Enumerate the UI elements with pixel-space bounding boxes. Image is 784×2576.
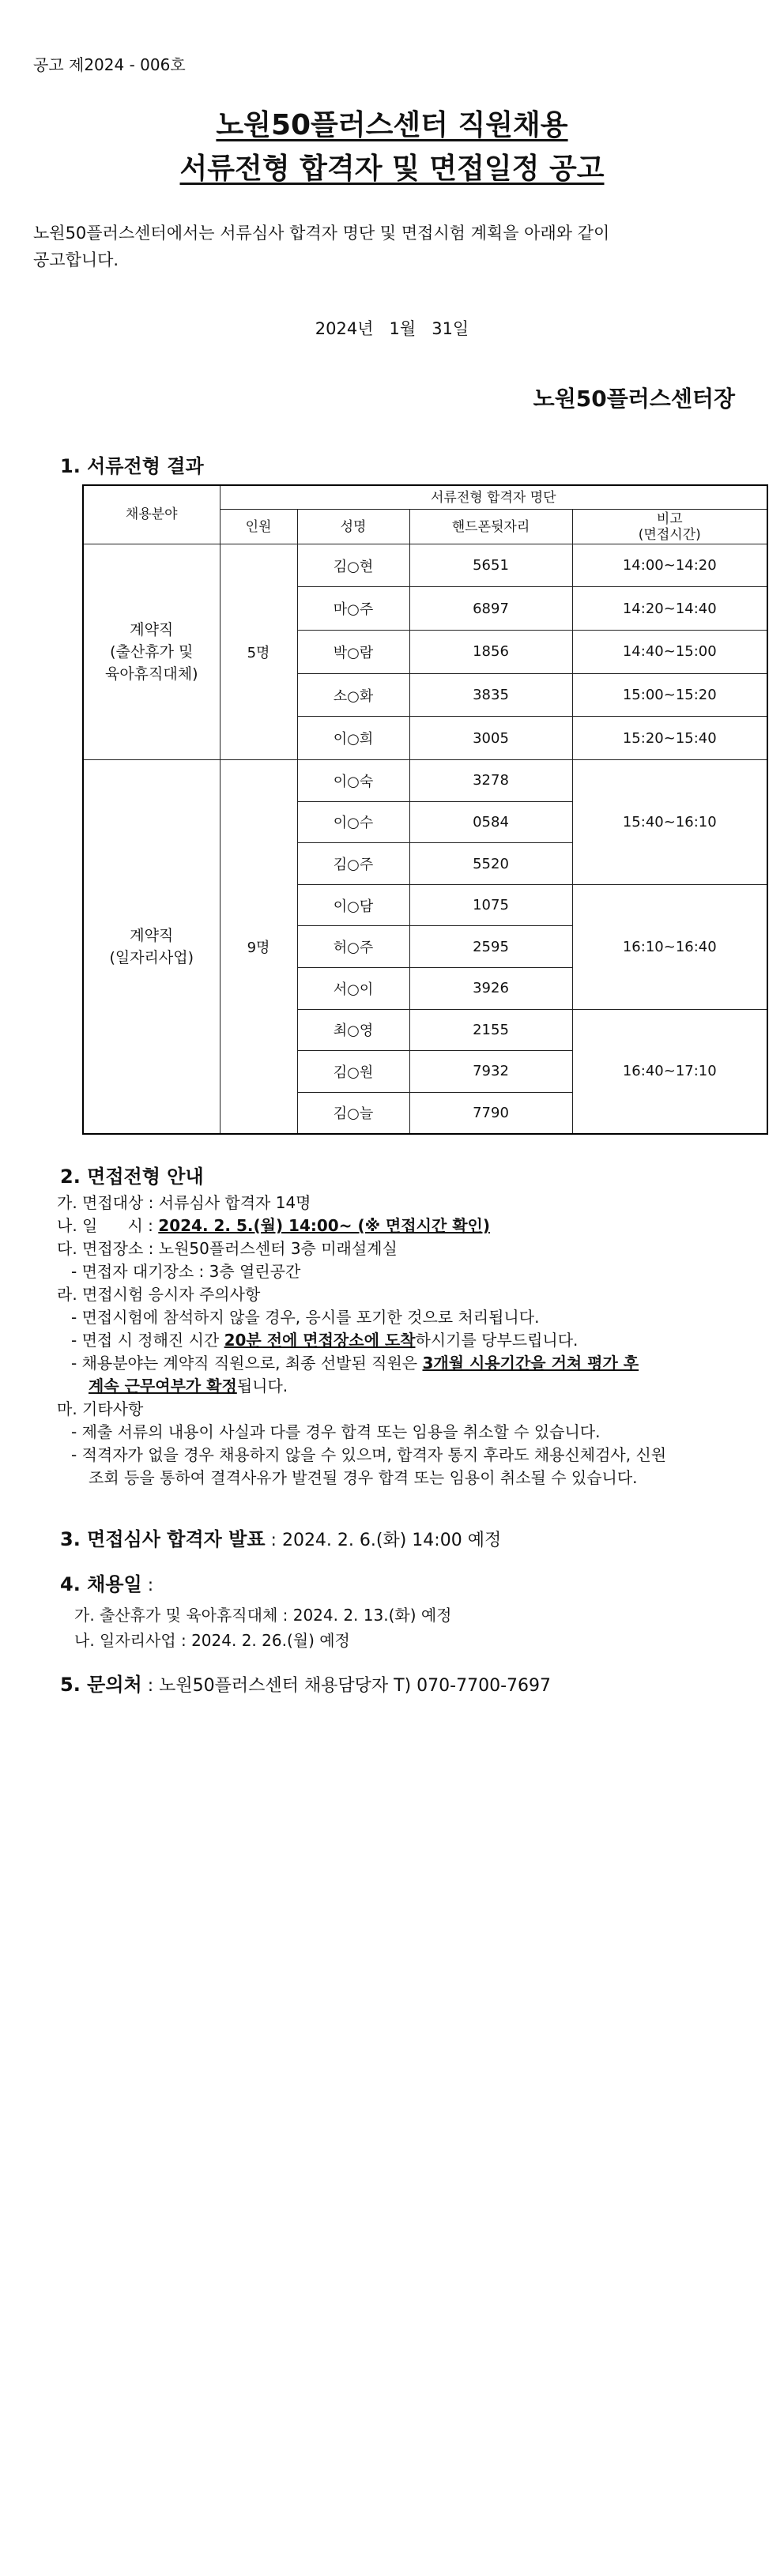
probation-notice: 3개월 시용기간을 거쳐 평가 후 bbox=[422, 1354, 639, 1373]
phone-cell: 3926 bbox=[409, 968, 572, 1010]
title-text-1: 노원50플러스센터 직원채용 bbox=[216, 109, 568, 141]
guide-item-ra-1: - 면접시험에 참석하지 않을 경우, 응시를 포기한 것으로 처리됩니다. bbox=[71, 1308, 540, 1327]
intro-line-1: 노원50플러스센터에서는 서류심사 합격자 명단 및 면접시험 계획을 아래와 같이 bbox=[33, 224, 610, 243]
table-row bbox=[83, 544, 767, 587]
name-cell: 이○수 bbox=[297, 801, 409, 843]
results-table bbox=[82, 484, 768, 1135]
time-cell: 15:20~15:40 bbox=[572, 717, 767, 760]
guide-item-na bbox=[33, 1215, 760, 1237]
interview-guide bbox=[33, 1166, 760, 1489]
header-note bbox=[572, 510, 767, 544]
guide-na-label: 나. 일 시 : bbox=[57, 1216, 159, 1235]
section4 bbox=[60, 1569, 153, 1596]
phone-cell: 5520 bbox=[409, 843, 572, 885]
header-note-line1: 비고 bbox=[656, 510, 683, 527]
section3-title: 3. 면접심사 합격자 발표 bbox=[60, 1528, 266, 1550]
guide-item-ma-2-cont: 조회 등을 통하여 결격사유가 발견될 경우 합격 또는 임용이 취소될 수 있습니다. bbox=[89, 1468, 638, 1487]
page-title-line1 bbox=[0, 103, 784, 143]
name-cell: 마○주 bbox=[297, 587, 409, 631]
category-line: 육아휴직대체) bbox=[104, 665, 198, 683]
guide-item-ma-2: - 적격자가 없을 경우 채용하지 않을 수 있으며, 합격자 통지 후라도 채용신체검사, 신원 bbox=[71, 1445, 667, 1464]
category-maternity bbox=[83, 544, 220, 759]
guide-item-da: 다. 면접장소 : 노원50플러스센터 3층 미래설계실 bbox=[57, 1239, 398, 1258]
time-cell: 14:20~14:40 bbox=[572, 587, 767, 631]
section5 bbox=[60, 1669, 551, 1697]
contact-info: : 노원50플러스센터 채용담당자 T) 070-7700-7697 bbox=[141, 1676, 551, 1696]
header-phone: 핸드폰뒷자리 bbox=[409, 510, 572, 544]
name-cell: 이○숙 bbox=[297, 760, 409, 802]
phone-cell: 0584 bbox=[409, 801, 572, 843]
text-span: 됩니다. bbox=[236, 1377, 288, 1395]
guide-item-da-sub: - 면접자 대기장소 : 3층 열린공간 bbox=[71, 1262, 301, 1281]
section5-title: 5. 문의처 bbox=[60, 1674, 142, 1696]
phone-cell: 7790 bbox=[409, 1092, 572, 1134]
count-maternity: 5명 bbox=[220, 544, 297, 759]
name-cell: 최○영 bbox=[297, 1009, 409, 1051]
phone-cell: 1075 bbox=[409, 884, 572, 926]
phone-cell: 6897 bbox=[409, 587, 572, 631]
header-note-line2: (면접시간) bbox=[638, 526, 701, 543]
time-cell: 15:00~15:20 bbox=[572, 673, 767, 717]
announcement-date: 2024년 1월 31일 bbox=[315, 319, 469, 338]
guide-item-ma: 마. 기타사항 bbox=[57, 1399, 144, 1418]
phone-cell: 2155 bbox=[409, 1009, 572, 1051]
category-line: 계약직 bbox=[130, 927, 174, 945]
organization-name: 노원50플러스센터장 bbox=[533, 386, 735, 412]
guide-item-ra-2 bbox=[33, 1329, 760, 1352]
text-span: 하시기를 당부드립니다. bbox=[415, 1331, 579, 1350]
section4-item-b: 나. 일자리사업 : 2024. 2. 26.(월) 예정 bbox=[74, 1631, 350, 1650]
category-line: (출산휴가 및 bbox=[110, 642, 194, 661]
guide-item-ma-1: - 제출 서류의 내용이 사실과 다를 경우 합격 또는 임용을 취소할 수 있습니다. bbox=[71, 1422, 601, 1441]
phone-cell: 2595 bbox=[409, 926, 572, 968]
time-cell: 16:10~16:40 bbox=[572, 884, 767, 1009]
document-number: 공고 제2024 - 006호 bbox=[33, 55, 186, 74]
name-cell: 김○늘 bbox=[297, 1092, 409, 1134]
name-cell: 박○람 bbox=[297, 631, 409, 674]
phone-cell: 3835 bbox=[409, 673, 572, 717]
section4-colon: : bbox=[141, 1576, 154, 1595]
header-group: 서류전형 합격자 명단 bbox=[220, 485, 767, 510]
section2-title: 2. 면접전형 안내 bbox=[60, 1166, 204, 1188]
name-cell: 이○담 bbox=[297, 884, 409, 926]
page-title-line2 bbox=[0, 146, 784, 186]
section3 bbox=[60, 1523, 501, 1551]
section4-title: 4. 채용일 bbox=[60, 1573, 142, 1595]
guide-item-ra-3 bbox=[33, 1352, 760, 1375]
time-cell: 15:40~16:10 bbox=[572, 760, 767, 885]
count-job-program: 9명 bbox=[220, 760, 297, 1134]
phone-cell: 5651 bbox=[409, 544, 572, 587]
time-cell: 14:00~14:20 bbox=[572, 544, 767, 587]
name-cell: 서○이 bbox=[297, 968, 409, 1010]
section3-value: : 2024. 2. 6.(화) 14:00 예정 bbox=[265, 1531, 502, 1550]
text-span: - 면접 시 정해진 시간 bbox=[71, 1331, 224, 1350]
category-line: 계약직 bbox=[130, 620, 174, 638]
guide-item-ra-3-cont bbox=[33, 1375, 760, 1398]
time-cell: 14:40~15:00 bbox=[572, 631, 767, 674]
name-cell: 김○주 bbox=[297, 843, 409, 885]
time-cell: 16:40~17:10 bbox=[572, 1009, 767, 1134]
name-cell: 허○주 bbox=[297, 926, 409, 968]
intro-line-2: 공고합니다. bbox=[33, 250, 119, 269]
table-row bbox=[83, 760, 767, 802]
name-cell: 이○희 bbox=[297, 717, 409, 760]
category-job-program bbox=[83, 760, 220, 1134]
phone-cell: 7932 bbox=[409, 1051, 572, 1093]
guide-item-ra: 라. 면접시험 응시자 주의사항 bbox=[57, 1285, 261, 1304]
interview-datetime: 2024. 2. 5.(월) 14:00~ (※ 면접시간 확인) bbox=[158, 1216, 491, 1235]
phone-cell: 3005 bbox=[409, 717, 572, 760]
category-line: (일자리사업) bbox=[109, 949, 194, 967]
name-cell: 김○원 bbox=[297, 1051, 409, 1093]
arrival-notice: 20분 전에 면접장소에 도착 bbox=[224, 1331, 416, 1350]
section1-title: 1. 서류전형 결과 bbox=[60, 455, 204, 477]
section4-item-a: 가. 출산휴가 및 육아휴직대체 : 2024. 2. 13.(화) 예정 bbox=[74, 1606, 452, 1625]
text-span: - 채용분야는 계약직 직원으로, 최종 선발된 직원은 bbox=[71, 1354, 423, 1373]
header-field: 채용분야 bbox=[83, 485, 220, 544]
name-cell: 소○화 bbox=[297, 673, 409, 717]
probation-notice-cont: 계속 근무여부가 확정 bbox=[89, 1377, 237, 1395]
phone-cell: 1856 bbox=[409, 631, 572, 674]
table-header-row-1 bbox=[83, 485, 767, 510]
header-count: 인원 bbox=[220, 510, 297, 544]
intro-paragraph bbox=[33, 220, 721, 273]
title-text-2: 서류전형 합격자 및 면접일정 공고 bbox=[179, 153, 605, 185]
guide-item-ga: 가. 면접대상 : 서류심사 합격자 14명 bbox=[57, 1193, 311, 1212]
phone-cell: 3278 bbox=[409, 760, 572, 802]
name-cell: 김○현 bbox=[297, 544, 409, 587]
header-name: 성명 bbox=[297, 510, 409, 544]
